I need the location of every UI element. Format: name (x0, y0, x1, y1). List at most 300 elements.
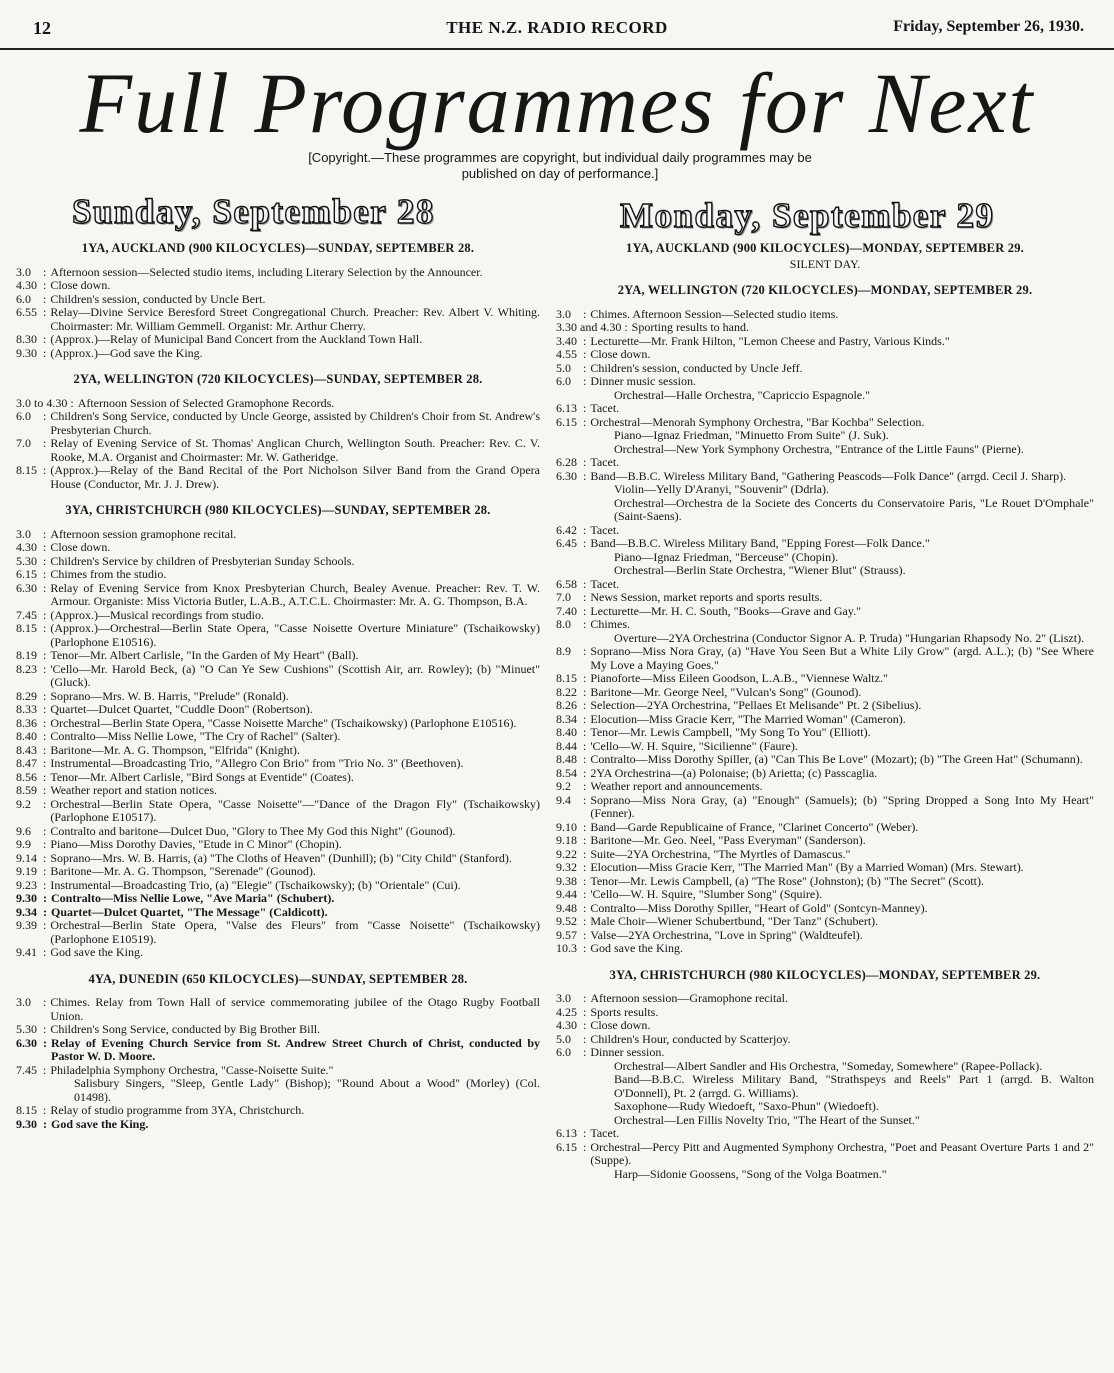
entry-time: 9.39 (16, 918, 37, 932)
entry-time: 8.15 (16, 1103, 37, 1117)
programme-entry (16, 1104, 540, 1118)
entry-time: 7.0 (556, 590, 571, 604)
entry-separator: : (583, 1031, 587, 1046)
entry-description: Relay of Evening Church Service from St. Andrew Street Church of Christ, conducted by Pastor W. D. Moore. (51, 1035, 540, 1063)
entry-separator: : (43, 567, 47, 581)
entry-time: 5.0 (556, 1031, 571, 1046)
programme-entry (16, 1064, 540, 1078)
entry-separator: : (583, 792, 587, 807)
entry-separator: : (43, 783, 47, 797)
programme-entry (556, 848, 1094, 862)
entry-description: 'Cello—Mr. Harold Beck, (a) "O Can Ye Sew Cushions" (Scottish Air, arr. Rowley); (b) "Minuet" (Gluck). (50, 661, 540, 689)
entry-description: God save the King. (590, 941, 683, 955)
entry-separator: : (583, 468, 587, 483)
entry-description: Dinner session. (590, 1045, 665, 1059)
day-heading-sunday: Sunday, September 28 (72, 192, 435, 231)
station-section (16, 973, 540, 1132)
entry-separator: : (583, 522, 587, 537)
programme-entry (556, 1168, 1094, 1182)
entry-separator: : (583, 1004, 587, 1019)
entry-time: 8.33 (16, 702, 37, 716)
entry-description: Children's Song Service, conducted by Uncle George, assisted by Children's Choir from St. Andrew's Presbyterian Church. (50, 409, 540, 437)
entry-separator: : (43, 891, 47, 905)
entry-description: Band—Garde Republicaine of France, "Clarinet Concerto" (Weber). (590, 819, 919, 834)
entry-separator: : (583, 873, 587, 888)
entry-time: 8.59 (16, 783, 37, 797)
entry-separator: : (583, 914, 587, 928)
entry-separator: : (43, 904, 47, 919)
entry-separator: : (43, 648, 47, 662)
programme-entry (556, 605, 1094, 619)
programme-entry (16, 464, 540, 491)
programme-entry (16, 703, 540, 717)
entry-description: Tacet. (590, 1126, 620, 1140)
entry-description: Children's Service by children of Presbyterian Sunday Schools. (50, 553, 355, 568)
station-section (16, 373, 540, 491)
entry-time: 3.0 (556, 991, 571, 1005)
entry-description: Weather report and station notices. (50, 783, 217, 797)
programme-entry (16, 609, 540, 623)
entry-separator: : (583, 819, 587, 834)
entry-time: 4.25 (556, 1004, 577, 1019)
programme-entry (556, 321, 1094, 335)
programme-entry (16, 838, 540, 852)
entry-description: Soprano—Mrs. W. B. Harris, "Prelude" (Ronald). (50, 688, 289, 703)
entry-separator: : (43, 526, 47, 541)
entry-separator: : (583, 684, 587, 699)
entry-description: Orchestral—Berlin State Orchestra, "Wiener Blut" (Strauss). (614, 563, 906, 577)
entry-description: Baritone—Mr. Geo. Neel, "Pass Everyman" (Sanderson). (590, 833, 866, 847)
entry-separator: : (43, 995, 47, 1009)
entry-time: 9.30 (16, 345, 37, 360)
entry-description: Suite—2YA Orchestrina, "The Myrtles of Damascus." (590, 846, 851, 861)
entry-separator: : (583, 1139, 587, 1154)
entry-time: 5.30 (16, 553, 37, 568)
entry-description: Contralto—Miss Nellie Lowe, "The Cry of Rachel" (Salter). (50, 729, 341, 743)
entry-time: 7.45 (16, 1062, 37, 1077)
programme-entry (556, 1006, 1094, 1020)
programme-entry (556, 429, 1094, 443)
entry-description: (Approx.)—Musical recordings from studio. (50, 607, 264, 622)
programme-entry (556, 537, 1094, 551)
entry-description: Afternoon session—Gramophone recital. (590, 991, 788, 1005)
entry-description: Soprano—Mrs. W. B. Harris, (a) "The Cloths of Heaven" (Dunhill); (b) "City Child" (Stanford). (50, 850, 512, 865)
entry-time: 8.0 (556, 617, 571, 631)
entry-separator: : (43, 661, 47, 676)
entry-time: 8.44 (556, 738, 577, 753)
programme-entry (556, 1060, 1094, 1074)
entry-separator: : (583, 752, 587, 766)
entry-time: 3.40 (556, 333, 577, 348)
entry-time: 5.0 (556, 360, 571, 375)
entry-separator: : (583, 927, 587, 942)
entry-description: Contralto—Miss Dorothy Spiller, "Heart of Gold" (Sontcyn-Manney). (590, 900, 928, 915)
entry-time: 5.30 (16, 1022, 37, 1036)
entry-description: (Approx.)—Relay of Municipal Band Concert from the Auckland Town Hall. (50, 332, 423, 346)
programme-entry (556, 942, 1094, 956)
entry-separator: : (43, 1035, 47, 1050)
programme-entry (556, 1114, 1094, 1128)
programme-entry (556, 1019, 1094, 1033)
entry-description: Chimes from the studio. (50, 567, 167, 581)
publication-name: THE N.Z. RADIO RECORD (446, 18, 668, 37)
entry-separator: : (583, 347, 587, 361)
programme-entry (16, 622, 540, 649)
programme-entry (556, 1127, 1094, 1141)
entry-description: Weather report and announcements. (590, 779, 763, 793)
entry-time: 9.30 (16, 1116, 37, 1131)
entry-separator: : (43, 729, 47, 743)
entry-description: Tacet. (590, 455, 620, 469)
entry-separator: : (583, 671, 587, 685)
entry-time: 9.34 (16, 904, 37, 919)
entry-description: Sporting results to hand. (631, 320, 749, 334)
entry-separator: : (583, 401, 587, 415)
entry-description: Quartet—Dulcet Quartet, "The Message" (Caldicott). (51, 904, 328, 919)
entry-time: 8.40 (16, 729, 37, 743)
entry-time: 8.30 (16, 332, 37, 346)
programme-entry (556, 389, 1094, 403)
masthead (0, 0, 1114, 50)
station-title: 2YA, WELLINGTON (720 KILOCYCLES)—MONDAY, SEPTEMBER 29. (617, 283, 1033, 297)
entry-description: Relay of studio programme from 3YA, Christchurch. (50, 1103, 305, 1117)
entry-description: Overture—2YA Orchestrina (Conductor Signor A. P. Truda) "Hungarian Rhapsody No. 2" (Liszt). (614, 630, 1085, 645)
entry-description: Orchestral—Percy Pitt and Augmented Symphony Orchestra, "Poet and Peasant Overture Parts 1 and 2" (Suppe). (590, 1139, 1094, 1167)
entry-description: Orchestral—Menorah Symphony Orchestra, "Bar Kochba" Selection. (590, 414, 925, 429)
entry-separator: : (583, 698, 587, 712)
entry-separator: : (583, 779, 587, 793)
programme-entry (16, 744, 540, 758)
entry-separator: : (583, 644, 587, 658)
entry-separator: : (583, 860, 587, 874)
programme-entry (16, 906, 540, 920)
entry-separator: : (583, 617, 587, 631)
entry-description: Valse—2YA Orchestrina, "Love in Spring" (Waldteufel). (590, 927, 863, 942)
entry-time: 8.15 (16, 463, 37, 477)
programme-entry (16, 649, 540, 663)
entry-time: 3.30 and 4.30 (556, 320, 622, 334)
programme-entry (556, 740, 1094, 754)
programme-entry (556, 632, 1094, 646)
entry-description: Children's Song Service, conducted by Big Brother Bill. (50, 1022, 321, 1036)
entry-separator: : (583, 991, 587, 1005)
entry-separator: : (43, 1116, 47, 1131)
entry-time: 7.40 (556, 603, 577, 618)
entry-description: Piano—Miss Dorothy Davies, "Etude in C Minor" (Chopin). (50, 837, 342, 851)
entry-time: 9.38 (556, 873, 577, 888)
entry-description: Children's Hour, conducted by Scatterjoy. (590, 1031, 791, 1046)
programme-entry (16, 865, 540, 879)
entry-time: 9.30 (16, 891, 37, 905)
programme-entry (16, 1023, 540, 1037)
entry-description: Instrumental—Broadcasting Trio, (a) "Elegie" (Tschaikowsky); (b) "Orientale" (Cui). (50, 877, 461, 892)
entry-description: Band—B.B.C. Wireless Military Band, "Epping Forest—Folk Dance." (590, 536, 930, 550)
entry-separator: : (583, 1018, 587, 1032)
entry-separator: : (43, 823, 47, 838)
entry-separator: : (43, 702, 47, 716)
entry-time: 6.0 (16, 409, 31, 423)
entry-description: Tenor—Mr. Albert Carlisle, "Bird Songs at Eventide" (Coates). (50, 769, 354, 784)
station-section (16, 504, 540, 960)
programme-entry (556, 645, 1094, 672)
entry-time: 6.13 (556, 1126, 577, 1140)
programme-entry (556, 1141, 1094, 1168)
entry-separator: : (43, 945, 47, 959)
entry-time: 9.14 (16, 850, 37, 865)
programme-entry (556, 1046, 1094, 1060)
entry-description: (Approx.)—Relay of the Band Recital of the Port Nicholson Silver Band from the Grand Opera House (Conductor, Mr. J. J. Drew). (50, 463, 540, 491)
entry-time: 4.55 (556, 347, 577, 361)
entry-description: Piano—Ignaz Friedman, "Minuetto From Suite" (J. Suk). (614, 428, 889, 442)
programme-entry (16, 919, 540, 946)
entry-time: 3.0 (16, 995, 31, 1009)
entry-description: Tacet. (590, 576, 620, 591)
issue-date: Friday, September 26, 1930. (893, 18, 1084, 35)
entry-description: Band—B.B.C. Wireless Military Band, "Strathspeys and Reels" Part 1 (arrgd. B. Walton O'Donnell), Pt. 2 (arrgd. G. Williams). (614, 1072, 1094, 1100)
programme-entry (556, 915, 1094, 929)
entry-separator: : (583, 455, 587, 469)
programme-entry (556, 402, 1094, 416)
entry-description: Harp—Sidonie Goossens, "Song of the Volga Boatmen." (614, 1166, 887, 1181)
programme-entry (556, 456, 1094, 470)
programme-entry (556, 699, 1094, 713)
entry-description: Male Choir—Wiener Schubertbund, "Der Tanz" (Schubert). (590, 914, 879, 928)
entry-description: Pianoforte—Miss Eileen Goodson, L.A.B., "Viennese Waltz." (590, 671, 888, 685)
programme-entry (16, 757, 540, 771)
entry-description: Baritone—Mr. George Neel, "Vulcan's Song" (Gounod). (590, 684, 862, 699)
programme-entry (556, 753, 1094, 767)
station-section (556, 284, 1094, 956)
programme-entry (556, 780, 1094, 794)
entry-separator: : (43, 864, 47, 878)
entry-description: Selection—2YA Orchestrina, "Pellaes Et Melisande" Pt. 2 (Sibelius). (590, 698, 922, 712)
entry-time: 9.9 (16, 837, 31, 851)
entry-separator: : (583, 374, 587, 388)
entry-description: Sports results. (590, 1004, 659, 1019)
entry-time: 7.45 (16, 607, 37, 622)
entry-separator: : (624, 320, 628, 334)
entry-time: 6.0 (556, 374, 571, 388)
entry-description: Close down. (590, 347, 651, 361)
entry-time: 9.22 (556, 846, 577, 861)
programme-entry (556, 1100, 1094, 1114)
entry-description: Piano—Ignaz Friedman, "Berceuse" (Chopin). (614, 549, 839, 564)
monday-column (556, 242, 1094, 1194)
entry-time: 8.43 (16, 742, 37, 757)
programme-entry (16, 293, 540, 307)
entry-description: Band—B.B.C. Wireless Military Band, "Gathering Peascods—Folk Dance" (arrgd. Cecil J. Sharp). (590, 468, 1067, 483)
entry-time: 8.54 (556, 765, 577, 780)
entry-description: Salisbury Singers, "Sleep, Gentle Lady" (Bishop); "Round About a Wood" (Morley) (Col. 01498). (74, 1076, 540, 1104)
entry-separator: : (43, 409, 47, 423)
entry-description: Chimes. (590, 617, 631, 631)
entry-description: Baritone—Mr. A. G. Thompson, "Elfrida" (Knight). (50, 742, 300, 757)
entry-description: Close down. (50, 278, 111, 292)
entry-description: Orchestral—New York Symphony Orchestra, "Entrance of the Little Fauns" (Pierne). (614, 441, 1024, 456)
entry-description: Soprano—Miss Nora Gray, (a) "Have You Seen But a White Lily Grow" (argd. A.L.); (b) "See Where My Love a Maying Goes." (590, 644, 1094, 672)
entry-description: Baritone—Mr. A. G. Thompson, "Serenade" (Gounod). (50, 864, 316, 878)
entry-separator: : (43, 918, 47, 932)
entry-description: Lecturette—Mr. Frank Hilton, "Lemon Cheese and Pastry, Various Kinds." (590, 333, 950, 348)
programme-entry (16, 397, 540, 411)
entry-time: 8.26 (556, 698, 577, 712)
entry-time: 3.0 (556, 306, 571, 321)
entry-time: 9.19 (16, 864, 37, 878)
entry-separator: : (583, 360, 587, 375)
entry-separator: : (43, 436, 47, 450)
entry-description: Tenor—Mr. Lewis Campbell, (a) "The Rose" (Johnston); (b) "The Secret" (Scott). (590, 873, 985, 888)
programme-entry (556, 686, 1094, 700)
programme-entry (556, 875, 1094, 889)
programme-entry (16, 306, 540, 333)
programme-entry (556, 308, 1094, 322)
programme-entry (556, 443, 1094, 457)
programme-entry (556, 551, 1094, 565)
entry-separator: : (43, 580, 47, 595)
entry-separator: : (70, 395, 74, 410)
entry-description: Saxophone—Rudy Wiedoeft, "Saxo-Phun" (Wiedoeft). (614, 1099, 879, 1113)
entry-separator: : (583, 333, 587, 348)
entry-description: Chimes. Afternoon Session—Selected studio items. (590, 306, 839, 321)
entry-time: 9.4 (556, 792, 571, 807)
entry-description: Orchestral—Halle Orchestra, "Capriccio Espagnole." (614, 387, 871, 402)
entry-description: Close down. (590, 1018, 651, 1032)
station-title: 3YA, CHRISTCHURCH (980 KILOCYCLES)—SUNDAY, SEPTEMBER 28. (65, 503, 491, 517)
entry-description: Children's session, conducted by Uncle Bert. (50, 291, 266, 306)
entry-description: Instrumental—Broadcasting Trio, "Allegro Con Brio" from "Trio No. 3" (Beethoven). (50, 756, 464, 770)
programme-entry (16, 717, 540, 731)
entry-description: Philadelphia Symphony Orchestra, "Casse-Noisette Suite." (50, 1062, 334, 1077)
entry-description: Orchestral—Orchestra de la Societe des Concerts du Conservatoire Paris, "Le Rouet D'Omphale" (Saint-Saens). (614, 495, 1094, 523)
entry-separator: : (43, 345, 47, 360)
programme-entry (556, 375, 1094, 389)
entry-time: 6.13 (556, 401, 577, 415)
station-section (16, 242, 540, 360)
entry-separator: : (43, 291, 47, 306)
entry-description: Tenor—Mr. Lewis Campbell, "My Song To You" (Elliott). (590, 725, 871, 739)
entry-time: 9.10 (556, 819, 577, 834)
entry-separator: : (583, 414, 587, 429)
entry-separator: : (583, 725, 587, 739)
entry-time: 7.0 (16, 436, 31, 450)
entry-time: 6.45 (556, 536, 577, 550)
entry-time: 6.30 (16, 1035, 37, 1050)
programme-entry (556, 335, 1094, 349)
entry-description: God save the King. (51, 1116, 149, 1131)
entry-separator: : (43, 769, 47, 784)
entry-time: 4.30 (16, 278, 37, 292)
entry-separator: : (43, 607, 47, 622)
entry-description: Contralto—Miss Dorothy Spiller, (a) "Can This Be Love" (Mozart); (b) "The Green Hat" (Schumann). (590, 752, 1083, 766)
programme-entry (556, 1073, 1094, 1100)
entry-separator: : (43, 553, 47, 568)
entry-description: Afternoon session—Selected studio items, including Literary Selection by the Announcer. (50, 264, 483, 279)
entry-time: 6.0 (556, 1045, 571, 1059)
programme-entry (16, 690, 540, 704)
programme-entry (556, 902, 1094, 916)
entry-description: Elocution—Miss Gracie Kerr, "The Married Woman" (Cameron). (590, 711, 906, 726)
entry-time: 9.52 (556, 914, 577, 928)
entry-time: 6.42 (556, 522, 577, 537)
entry-description: Orchestral—Len Fillis Novelty Trio, "The Heart of the Sunset." (614, 1112, 920, 1127)
entry-separator: : (43, 756, 47, 770)
entry-description: Afternoon Session of Selected Gramophone Records. (77, 395, 335, 410)
entry-time: 9.6 (16, 823, 31, 838)
entry-separator: : (43, 332, 47, 346)
entry-description: Relay—Divine Service Beresford Street Congregational Church. Preacher: Rev. Albert V. Whiting. Choirmaster: Mr. William Gemmell. Organist: Mr. Arthur Cherry. (50, 305, 540, 333)
programme-entry (16, 892, 540, 906)
programme-entry (556, 929, 1094, 943)
entry-separator: : (583, 941, 587, 955)
programme-entry (556, 470, 1094, 484)
programme-entry (16, 663, 540, 690)
entry-time: 8.23 (16, 661, 37, 676)
programme-entry (16, 996, 540, 1023)
entry-separator: : (43, 850, 47, 865)
programme-entry (16, 410, 540, 437)
programme-entry (16, 852, 540, 866)
sunday-column (16, 242, 540, 1144)
entry-time: 6.55 (16, 305, 37, 319)
entry-separator: : (583, 1045, 587, 1059)
entry-description: Children's session, conducted by Uncle Jeff. (590, 360, 803, 375)
entry-time: 9.2 (16, 796, 31, 811)
entry-separator: : (43, 1022, 47, 1036)
programme-entry (16, 541, 540, 555)
programme-entry (16, 528, 540, 542)
entry-separator: : (583, 711, 587, 726)
programme-entry (556, 348, 1094, 362)
copyright-notice: [Copyright.—These programmes are copyright, but individual daily programmes may be published on day of performance.] (308, 150, 812, 181)
programme-entry (556, 416, 1094, 430)
entry-separator: : (43, 463, 47, 477)
entry-time: 9.18 (556, 833, 577, 847)
entry-description: Violin—Yelly D'Aranyi, "Souvenir" (Ddrla). (614, 482, 829, 496)
entry-separator: : (583, 738, 587, 753)
entry-description: Orchestral—Berlin State Opera, "Casse Noisette"—"Dance of the Dragon Fly" (Tschaikowsky) (Parlophone E10517). (50, 796, 540, 824)
entry-separator: : (583, 590, 587, 604)
entry-description: Relay of Evening Service from Knox Presbyterian Church, Bealey Avenue. Preacher: Rev. T. W. Armour. Organiste: Miss Victoria Butler, L.A.B., A.T.C.L. Choirmaster: Mr. A. G. Thompson, B.A. (50, 580, 540, 608)
programme-entry (556, 564, 1094, 578)
page-headline: Full Programmes for Next (79, 55, 1035, 151)
entry-separator: : (583, 536, 587, 550)
entry-time: 8.34 (556, 711, 577, 726)
entry-description: Chimes. Relay from Town Hall of service commemorating jubilee of the Otago Rugby Football Union. (50, 995, 540, 1023)
entry-description: Dinner music session. (590, 374, 696, 388)
entry-time: 6.30 (16, 580, 37, 595)
entry-description: Orchestral—Berlin State Opera, "Casse Noisette Marche" (Tschaikowsky) (Parlophone E10516). (50, 715, 517, 730)
entry-time: 8.19 (16, 648, 37, 662)
entry-description: (Approx.)—Orchestral—Berlin State Opera, "Casse Noisette Overture Miniature" (Tschaikowsky) (Parlophone E10516). (50, 621, 540, 649)
day-heading-monday: Monday, September 29 (620, 196, 995, 235)
station-title: 3YA, CHRISTCHURCH (980 KILOCYCLES)—MONDAY, SEPTEMBER 29. (609, 967, 1041, 982)
entry-description: Tenor—Mr. Albert Carlisle, "In the Garden of My Heart" (Ball). (50, 648, 359, 662)
programme-entry (16, 798, 540, 825)
entry-time: 8.36 (16, 715, 37, 730)
programme-entry (16, 347, 540, 361)
programme-entry (556, 483, 1094, 497)
programme-entry (556, 794, 1094, 821)
entry-separator: : (43, 540, 47, 554)
entry-time: 9.2 (556, 779, 571, 793)
programme-entry (556, 767, 1094, 781)
entry-time: 8.56 (16, 769, 37, 784)
entry-time: 6.15 (16, 567, 37, 581)
entry-description: Soprano—Miss Nora Gray, (a) "Enough" (Samuels); (b) "Spring Dropped a Song Into My Heart" (Fenner). (590, 792, 1094, 820)
entry-description: Tacet. (590, 401, 620, 415)
entry-time: 6.15 (556, 1139, 577, 1154)
entry-separator: : (583, 765, 587, 780)
